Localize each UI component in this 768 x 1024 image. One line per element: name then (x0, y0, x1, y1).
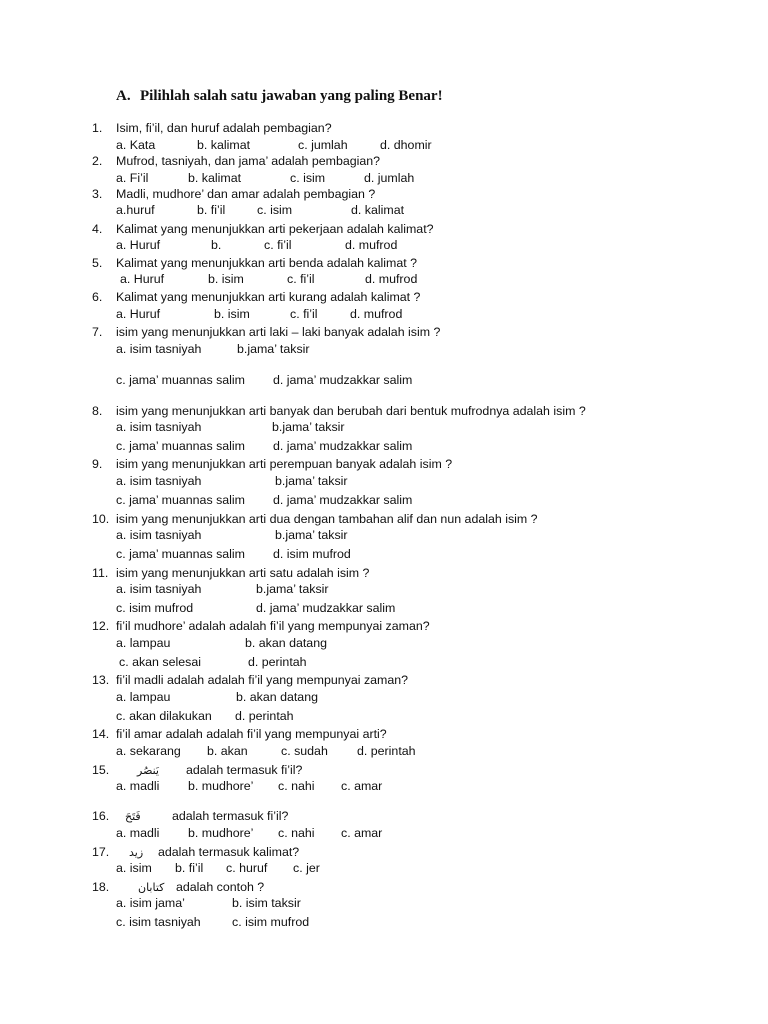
option-b: b.jama’ taksir (275, 528, 348, 542)
question-text: isim yang menunjukkan arti banyak dan berubah dari bentuk mufrodnya adalah isim ? (116, 404, 586, 418)
question-text: fi’il amar adalah adalah fi’il yang mempunyai arti? (116, 727, 387, 741)
option-c: c. akan selesai (119, 655, 201, 669)
section-title: Pilihlah salah satu jawaban yang paling Benar! (140, 88, 443, 104)
option-d: d. mufrod (365, 272, 418, 286)
question-text: isim yang menunjukkan arti laki – laki banyak adalah isim ? (116, 325, 441, 339)
option-d: d. jama’ mudzakkar salim (256, 601, 396, 615)
option-a: a. madli (116, 779, 160, 793)
option-d: d. isim mufrod (273, 547, 351, 561)
question-number: 12. (92, 619, 110, 633)
question-number: 18. (92, 880, 110, 894)
arabic-word: يَنصُر (137, 764, 159, 777)
option-b: b. kalimat (188, 171, 242, 185)
option-c: c. fi’il (290, 307, 318, 321)
option-a: a. isim jama’ (116, 896, 185, 910)
question-number: 7. (92, 325, 103, 339)
option-c: c. fi’il (264, 238, 292, 252)
option-c: c. sudah (281, 744, 328, 758)
option-b: b. (211, 238, 222, 252)
option-a: a.huruf (116, 203, 155, 217)
option-b: b. mudhore’ (188, 826, 254, 840)
option-a: a. Huruf (116, 238, 161, 252)
option-b: b.jama’ taksir (275, 474, 348, 488)
question-number: 13. (92, 673, 110, 687)
option-c: c. isim (257, 203, 293, 217)
section-letter: A. (116, 88, 131, 104)
question-text: adalah termasuk fi’il? (172, 809, 289, 823)
option-d: d. jama’ mudzakkar salim (273, 373, 413, 387)
arabic-word: فَتَحَ (125, 810, 141, 823)
option-d: c. isim mufrod (232, 915, 310, 929)
option-a: a. Huruf (120, 272, 165, 286)
option-b: b. akan datang (236, 690, 318, 704)
question-text: Kalimat yang menunjukkan arti benda adalah kalimat ? (116, 256, 417, 270)
option-c: c. nahi (278, 779, 315, 793)
option-c: c. jama’ muannas salim (116, 373, 246, 387)
option-c: c. jumlah (298, 138, 348, 152)
option-b: b. isim (208, 272, 244, 286)
option-a: a. isim tasniyah (116, 342, 202, 356)
question-number: 15. (92, 763, 110, 777)
option-d: c. amar (341, 826, 383, 840)
question-number: 10. (92, 512, 110, 526)
option-c: c. isim (290, 171, 326, 185)
option-d: c. jer (293, 861, 320, 875)
question-text: Madli, mudhore’ dan amar adalah pembagian ? (116, 187, 376, 201)
option-d: d. dhomir (380, 138, 432, 152)
option-d: d. mufrod (345, 238, 398, 252)
option-c: c. jama’ muannas salim (116, 547, 246, 561)
question-number: 4. (92, 222, 103, 236)
option-a: a. isim tasniyah (116, 582, 202, 596)
question-text: adalah termasuk fi’il? (186, 763, 303, 777)
option-a: a. Fi’il (116, 171, 149, 185)
option-d: d. jama’ mudzakkar salim (273, 439, 413, 453)
question-number: 1. (92, 121, 103, 135)
arabic-word: كتابان (138, 881, 165, 894)
option-a: a. isim tasniyah (116, 420, 202, 434)
option-b: b.jama’ taksir (256, 582, 329, 596)
arabic-word: زيد (129, 846, 144, 859)
option-c: c. fi’il (287, 272, 315, 286)
question-text: Isim, fi’il, dan huruf adalah pembagian? (116, 121, 332, 135)
option-d: d. mufrod (350, 307, 403, 321)
option-b: b. mudhore’ (188, 779, 254, 793)
option-b: b. fi’il (175, 861, 204, 875)
option-b: b. kalimat (197, 138, 251, 152)
question-text: Kalimat yang menunjukkan arti pekerjaan adalah kalimat? (116, 222, 434, 236)
question-text: fi’il madli adalah adalah fi’il yang mempunyai zaman? (116, 673, 409, 687)
option-d: d. perintah (235, 709, 294, 723)
option-c: c. isim tasniyah (116, 915, 201, 929)
option-c: c. jama’ muannas salim (116, 493, 246, 507)
question-number: 14. (92, 727, 110, 741)
option-c: c. huruf (226, 861, 268, 875)
option-d: d. jumlah (364, 171, 415, 185)
option-d: d. perintah (357, 744, 416, 758)
option-c: c. jama’ muannas salim (116, 439, 246, 453)
option-b: b.jama’ taksir (272, 420, 345, 434)
option-b: b.jama’ taksir (237, 342, 310, 356)
option-a: a. sekarang (116, 744, 181, 758)
option-b: b. akan (207, 744, 248, 758)
option-a: a. isim tasniyah (116, 474, 202, 488)
question-number: 8. (92, 404, 103, 418)
question-text: fi’il mudhore’ adalah adalah fi’il yang mempunyai zaman? (116, 619, 430, 633)
question-number: 5. (92, 256, 103, 270)
option-a: a. Kata (116, 138, 156, 152)
question-text: Kalimat yang menunjukkan arti kurang adalah kalimat ? (116, 290, 421, 304)
question-number: 11. (92, 566, 109, 580)
question-text: adalah contoh ? (176, 880, 265, 894)
option-a: a. Huruf (116, 307, 161, 321)
option-d: c. amar (341, 779, 383, 793)
option-d: d. jama’ mudzakkar salim (273, 493, 413, 507)
option-a: a. lampau (116, 690, 171, 704)
option-c: c. isim mufrod (116, 601, 194, 615)
option-c: c. akan dilakukan (116, 709, 212, 723)
question-number: 9. (92, 457, 103, 471)
option-b: b. fi’il (197, 203, 226, 217)
question-text: Mufrod, tasniyah, dan jama’ adalah pembagian? (116, 154, 381, 168)
question-number: 17. (92, 845, 110, 859)
question-number: 6. (92, 290, 103, 304)
question-text: isim yang menunjukkan arti satu adalah isim ? (116, 566, 370, 580)
option-b: b. akan datang (245, 636, 327, 650)
option-b: b. isim (214, 307, 250, 321)
question-number: 2. (92, 154, 103, 168)
question-number: 16. (92, 809, 110, 823)
option-c: c. nahi (278, 826, 315, 840)
question-text: isim yang menunjukkan arti dua dengan tambahan alif dan nun adalah isim ? (116, 512, 538, 526)
option-d: d. perintah (248, 655, 307, 669)
option-a: a. madli (116, 826, 160, 840)
question-text: isim yang menunjukkan arti perempuan banyak adalah isim ? (116, 457, 453, 471)
option-b: b. isim taksir (232, 896, 301, 910)
question-number: 3. (92, 187, 103, 201)
section-heading (116, 88, 443, 105)
option-d: d. kalimat (351, 203, 405, 217)
option-a: a. lampau (116, 636, 171, 650)
question-text: adalah termasuk kalimat? (158, 845, 300, 859)
option-a: a. isim (116, 861, 152, 875)
option-a: a. isim tasniyah (116, 528, 202, 542)
